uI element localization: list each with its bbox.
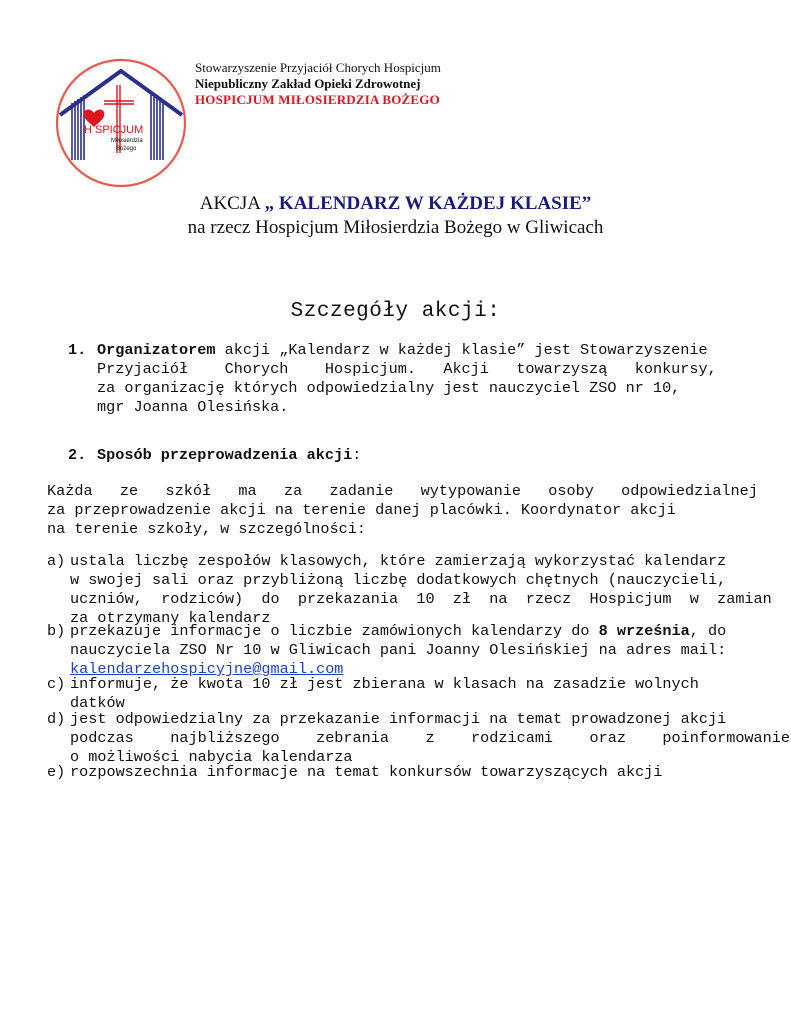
section-heading: Szczegóły akcji: xyxy=(290,300,501,323)
intro-line2: za przeprowadzenie akcji na terenie danej placówki. Koordynator akcji xyxy=(47,501,676,519)
list-marker-e: e) xyxy=(47,763,66,781)
list-c-line1: informuje, że kwota 10 zł jest zbierana w klasach na zasadzie wolnych xyxy=(70,675,699,693)
list-item-e xyxy=(70,763,662,782)
list-a-line1: ustala liczbę zespołów klasowych, które zamierzają wykorzystać kalendarz xyxy=(70,552,727,570)
item1-number: 1. xyxy=(68,341,87,359)
list-e-line1: rozpowszechnia informacje na temat konkursów towarzyszących akcji xyxy=(70,763,663,781)
list-b-line1-post: , do xyxy=(689,622,727,640)
intro-line3: na terenie szkoły, w szczególności: xyxy=(47,520,366,538)
list-b-line2: nauczyciela ZSO Nr 10 w Gliwicach pani Joanny Olesińskiej na adres mail: xyxy=(70,641,727,659)
hospice-name: HOSPICJUM MIŁOSIERDZIA BOŻEGO xyxy=(195,92,440,107)
logo-right-pillar xyxy=(151,95,163,160)
list-marker-d: d) xyxy=(47,710,66,728)
item1-bold: Organizatorem xyxy=(97,341,216,359)
hospice-logo xyxy=(54,57,188,189)
list-b-deadline: 8 września xyxy=(598,622,690,640)
item1-line1: akcji „Kalendarz w każdej klasie” jest Stowarzyszenie xyxy=(215,341,708,359)
list-marker-b: b) xyxy=(47,622,66,640)
list-d-line1: jest odpowiedzialny za przekazanie informacji na temat prowadzonej akcji xyxy=(70,710,727,728)
item1-line4: mgr Joanna Olesińska. xyxy=(97,398,289,416)
title-accent: „ KALENDARZ W KAŻDEJ KLASIE” xyxy=(264,193,592,214)
list-item-b xyxy=(70,622,726,679)
list-d-line2: podczas najbliższego zebrania z rodzicami oraz poinformowanie xyxy=(70,729,791,747)
intro-paragraph xyxy=(47,482,758,539)
list-item-c xyxy=(70,675,699,713)
hospice-logo-graphic xyxy=(54,57,188,189)
list-a-line3: uczniów, rodziców) do przekazania 10 zł na rzecz Hospicjum w zamian xyxy=(70,590,772,608)
org-name: Stowarzyszenie Przyjaciół Chorych Hospicjum xyxy=(195,60,441,75)
logo-sub2: Bożego xyxy=(116,146,137,152)
list-a-line2: w swojej sali oraz przybliżoną liczbę dodatkowych chętnych (nauczycieli, xyxy=(70,571,727,589)
org-type: Niepubliczny Zakład Opieki Zdrowotnej xyxy=(195,76,421,91)
list-b-line1-pre: przekazuje informacje o liczbie zamówionych kalendarzy do xyxy=(70,622,599,640)
list-item-a xyxy=(70,552,772,628)
item1-text xyxy=(97,341,717,417)
list-c-line2: datków xyxy=(70,694,125,712)
item1-line2: Przyjaciół Chorych Hospicjum. Akcji towarzyszą konkursy, xyxy=(97,360,717,378)
intro-line1: Każda ze szkół ma za zadanie wytypowanie osoby odpowiedzialnej xyxy=(47,482,758,500)
item2-heading-text: Sposób przeprowadzenia akcji xyxy=(97,446,353,464)
item2-colon: : xyxy=(352,446,362,464)
organization-header xyxy=(195,60,441,108)
title-prefix: AKCJA xyxy=(199,193,265,214)
item2-heading xyxy=(97,446,361,465)
list-marker-c: c) xyxy=(47,675,66,693)
logo-text: H SPICJUM xyxy=(84,124,144,136)
item2-number: 2. xyxy=(68,446,87,464)
list-item-d xyxy=(70,710,790,767)
email-link[interactable]: kalendarzehospicyjne@gmail.com xyxy=(70,660,344,678)
logo-sub1: Miłosierdzia xyxy=(111,138,143,144)
list-marker-a: a) xyxy=(47,552,66,570)
campaign-subtitle: na rzecz Hospicjum Miłosierdzia Bożego w Gliwicach xyxy=(187,217,604,238)
campaign-title xyxy=(0,193,791,215)
logo-ring xyxy=(57,60,185,186)
list-a-line4: za otrzymany kalendarz xyxy=(70,609,271,627)
item1-line3: za organizację których odpowiedzialny jest nauczyciel ZSO nr 10, xyxy=(97,379,681,397)
list-d-line3: o możliwości nabycia kalendarza xyxy=(70,748,353,766)
